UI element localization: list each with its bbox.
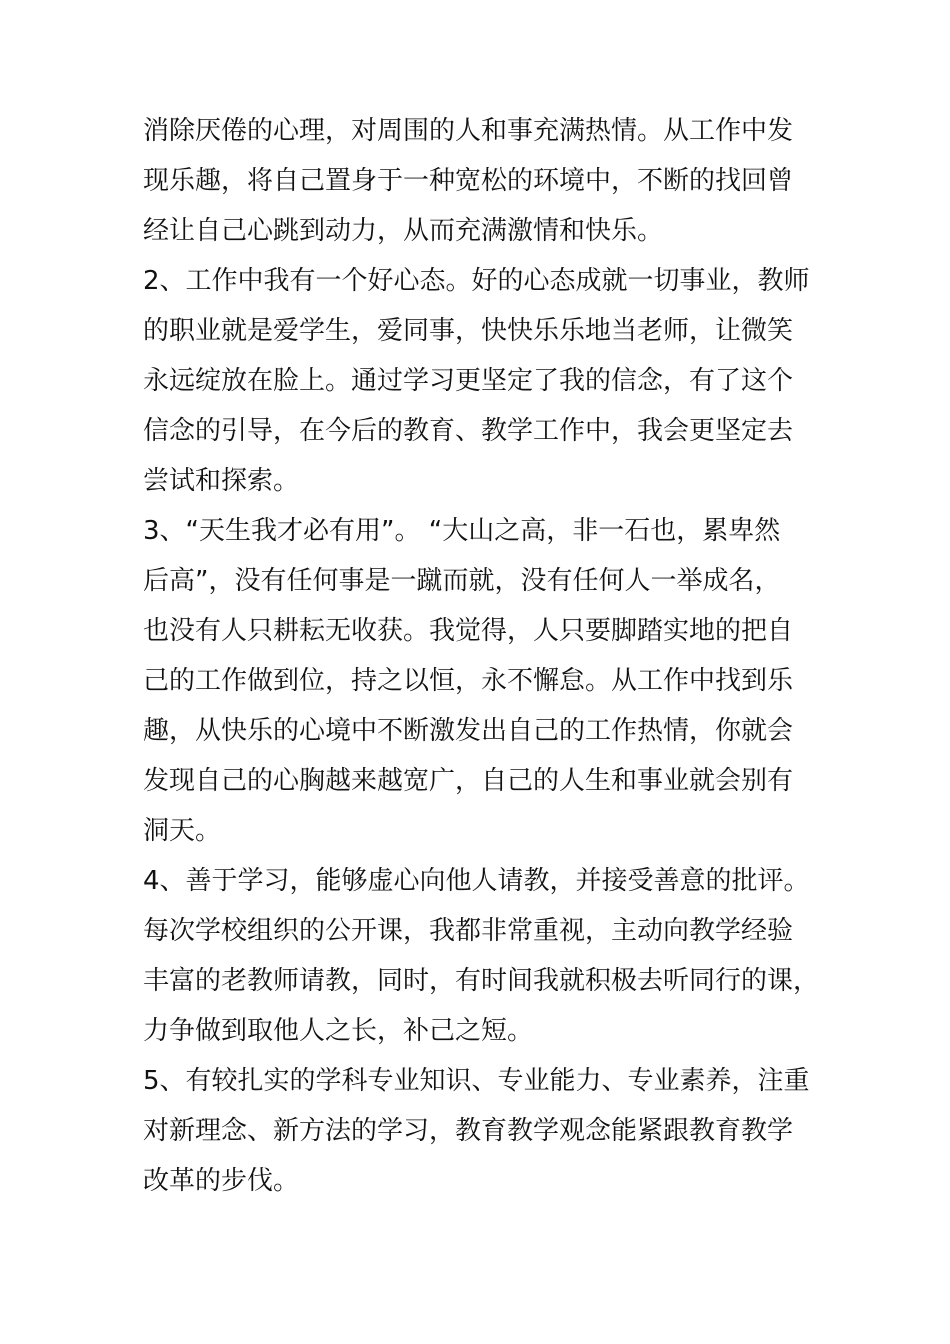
- text-line: 的职业就是爱学生，爱同事，快快乐乐地当老师，让微笑: [143, 316, 794, 346]
- text-line: 也没有人只耕耘无收获。我觉得，人只要脚踏实地的把自: [143, 616, 794, 646]
- text-line: 信念的引导，在今后的教育、教学工作中，我会更坚定去: [143, 416, 794, 446]
- text-line: 永远绽放在脸上。通过学习更坚定了我的信念，有了这个: [143, 366, 794, 396]
- text-line: 每次学校组织的公开课，我都非常重视，主动向教学经验: [143, 916, 794, 946]
- text-line: 改革的步伐。: [143, 1166, 300, 1196]
- text-line: 尝试和探索。: [143, 466, 300, 496]
- document-body: [143, 106, 820, 1206]
- text-line: 力争做到取他人之长，补己之短。: [143, 1016, 534, 1046]
- text-line: 趣，从快乐的心境中不断激发出自己的工作热情，你就会: [143, 716, 794, 746]
- text-line: 后高”，没有任何事是一蹴而就，没有任何人一举成名，: [143, 566, 781, 596]
- text-line: 4、善于学习，能够虚心向他人请教，并接受善意的批评。: [143, 866, 810, 896]
- text-line: 3、“天生我才必有用”。 “大山之高，非一石也，累卑然: [143, 516, 781, 546]
- text-line: 2、工作中我有一个好心态。好的心态成就一切事业，教师: [143, 266, 810, 296]
- text-line: 洞天。: [143, 816, 222, 846]
- text-line: 丰富的老教师请教，同时，有时间我就积极去听同行的课，: [143, 966, 820, 996]
- text-line: 对新理念、新方法的学习，教育教学观念能紧跟教育教学: [143, 1116, 794, 1146]
- text-line: 己的工作做到位，持之以恒，永不懈怠。从工作中找到乐: [143, 666, 794, 696]
- text-line: 5、有较扎实的学科专业知识、专业能力、专业素养，注重: [143, 1066, 810, 1096]
- text-line: 发现自己的心胸越来越宽广，自己的人生和事业就会别有: [143, 766, 794, 796]
- text-line: 现乐趣，将自己置身于一种宽松的环境中，不断的找回曾: [143, 166, 794, 196]
- text-line: 消除厌倦的心理，对周围的人和事充满热情。从工作中发: [143, 116, 794, 146]
- text-line: 经让自己心跳到动力，从而充满激情和快乐。: [143, 216, 664, 246]
